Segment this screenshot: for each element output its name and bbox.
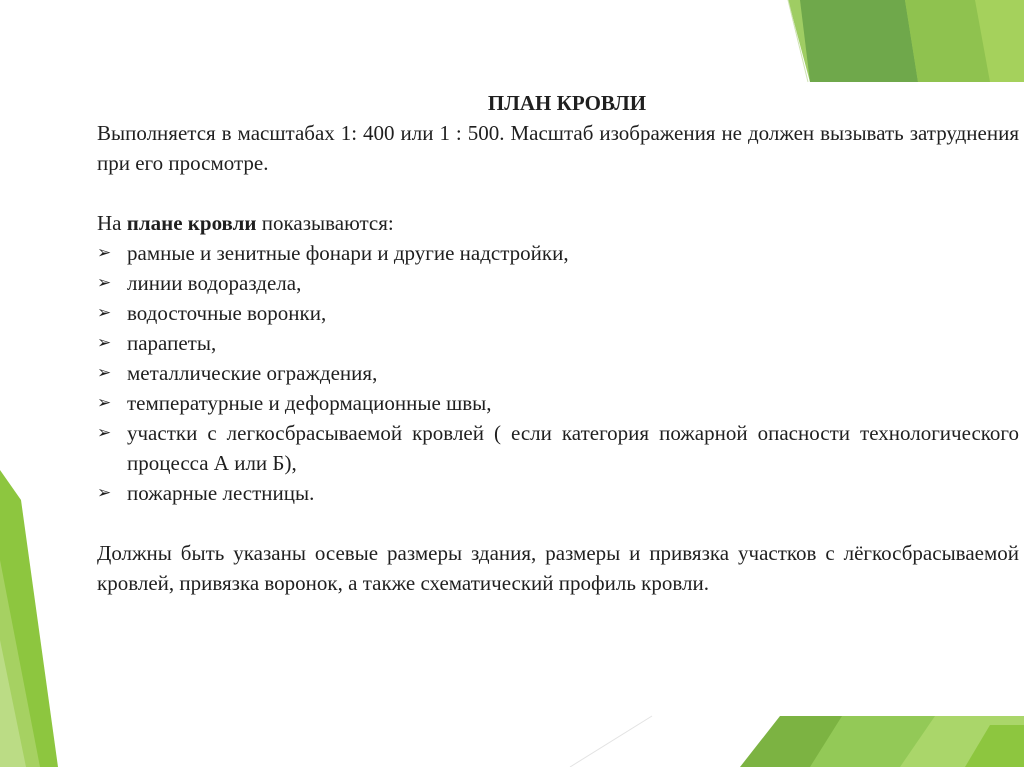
left-facet-light: [0, 560, 40, 767]
page-title: ПЛАН КРОВЛИ: [487, 91, 647, 115]
conclusion-paragraph: Должны быть указаны осевые размеры здания, размеры и привязка участков с лёгкосбрасываемой кровлей, привязка воронок, а также схематический профиль кровли.: [97, 541, 1019, 595]
top-right-thin-line: [788, 0, 808, 82]
slide-content: [97, 88, 1019, 598]
bottom-right-facet-mid: [810, 716, 1024, 767]
list-item: [97, 238, 1019, 268]
intro-paragraph: Выполняется в масштабах 1: 400 или 1 : 500. Масштаб изображения не должен вызывать затруднения при его просмотре.: [97, 121, 1019, 175]
list-item: [97, 298, 1019, 328]
top-right-facet-bright: [975, 0, 1024, 82]
arrow-bullet-icon: ➢: [97, 243, 112, 263]
list-item-text: линии водораздела,: [127, 271, 302, 295]
top-right-facet-light: [788, 0, 1024, 82]
shown-heading: [97, 208, 1019, 238]
arrow-bullet-icon: ➢: [97, 393, 112, 413]
shown-prefix: На: [97, 211, 127, 235]
list-item-text: рамные и зенитные фонари и другие надстройки,: [127, 241, 569, 265]
top-right-facet-mid: [905, 0, 1024, 82]
bottom-right-facet-dark: [740, 716, 1024, 767]
bottom-right-facet-bright: [965, 725, 1024, 767]
list-item: [97, 418, 1019, 478]
list-item: [97, 358, 1019, 388]
arrow-bullet-icon: ➢: [97, 423, 112, 443]
list-item-text: пожарные лестницы.: [127, 481, 315, 505]
spacer: [97, 178, 1019, 208]
arrow-bullet-icon: ➢: [97, 363, 112, 383]
bottom-right-facet-light: [900, 716, 1024, 767]
spacer: [97, 508, 1019, 538]
arrow-bullet-icon: ➢: [97, 333, 112, 353]
arrow-bullet-icon: ➢: [97, 483, 112, 503]
arrow-bullet-icon: ➢: [97, 303, 112, 323]
arrow-bullet-icon: ➢: [97, 273, 112, 293]
bullet-list: [97, 238, 1019, 508]
top-right-facet-dark: [800, 0, 918, 82]
left-facet-pale: [0, 640, 26, 767]
list-item: [97, 478, 1019, 508]
list-item: [97, 388, 1019, 418]
shown-bold: плане кровли: [126, 211, 257, 235]
list-item-text: водосточные воронки,: [127, 301, 327, 325]
shown-suffix: показываются:: [256, 211, 394, 235]
left-facet-bright: [0, 470, 58, 767]
bottom-thin-line: [570, 716, 652, 767]
list-item: [97, 328, 1019, 358]
list-item-text: парапеты,: [127, 331, 217, 355]
list-item-text: температурные и деформационные швы,: [127, 391, 492, 415]
list-item-text: участки с легкосбрасываемой кровлей ( если категория пожарной опасности технологического процесса А или Б),: [127, 421, 1019, 475]
list-item-text: металлические ограждения,: [127, 361, 378, 385]
list-item: [97, 268, 1019, 298]
